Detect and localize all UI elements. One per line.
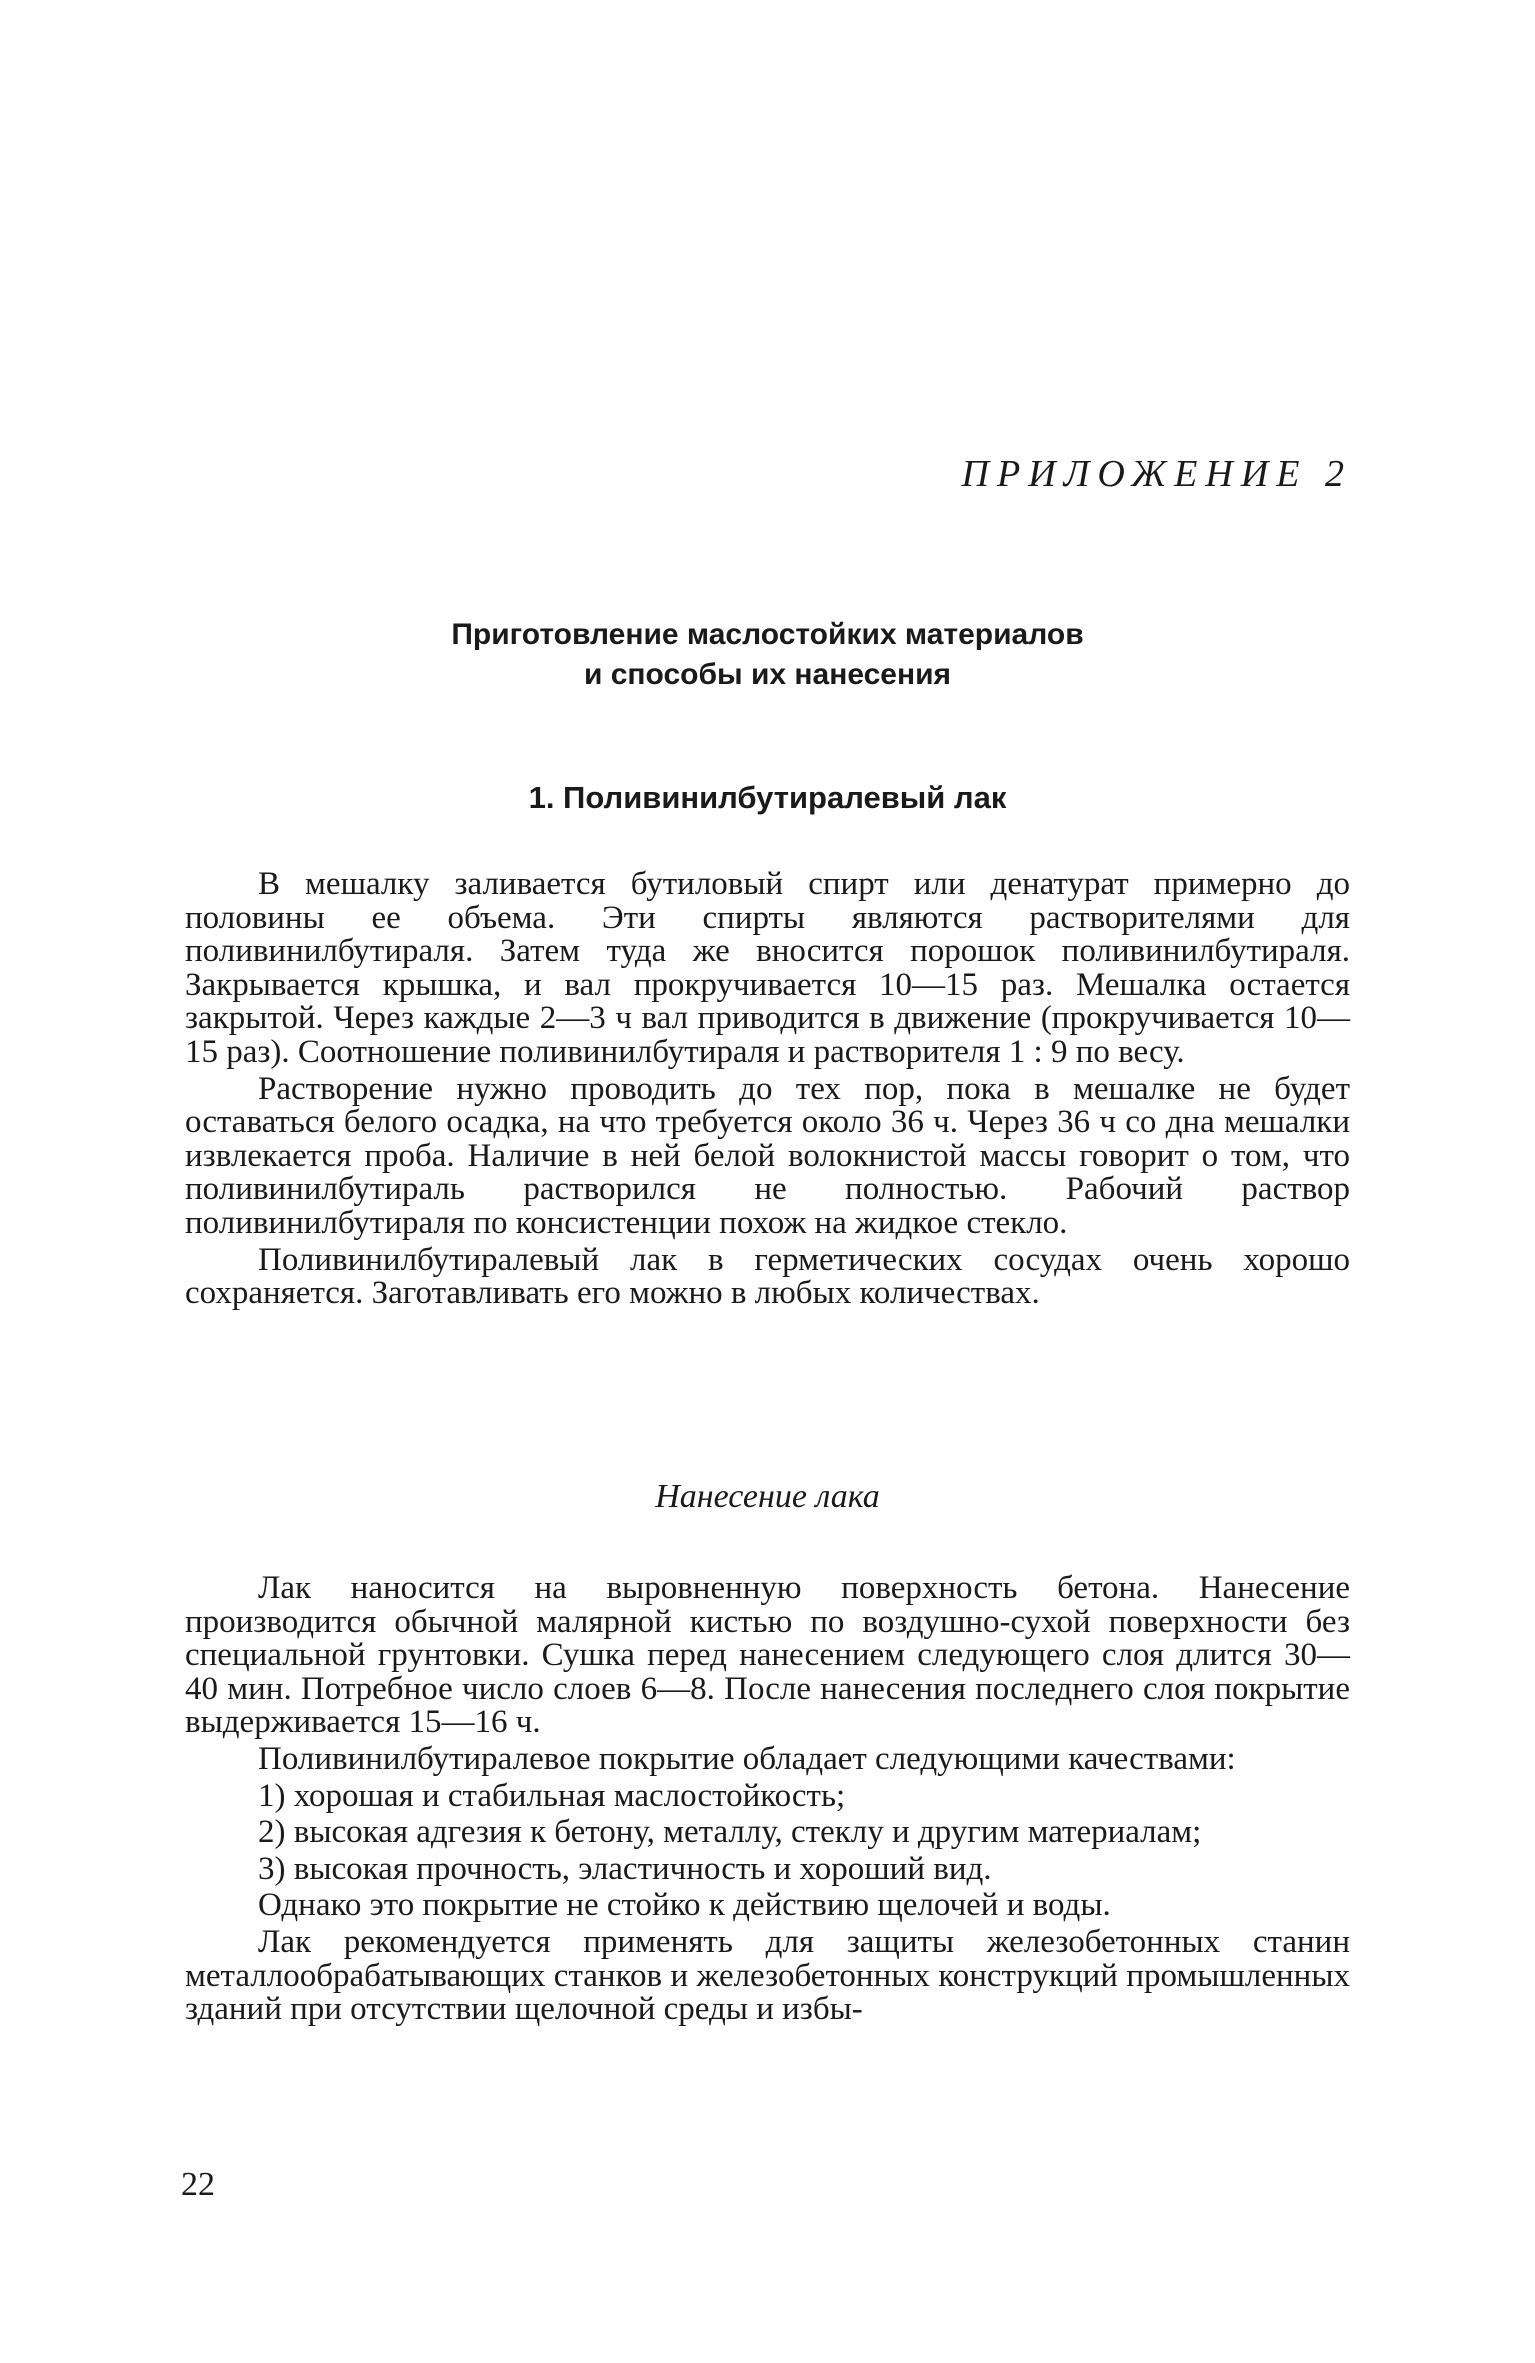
list-item: 2) высокая адгезия к бетону, металлу, стеклу и другим материалам; — [258, 1814, 1202, 1851]
paragraph: Поливинилбутиралевый лак в герметических сосудах очень хорошо сохраняется. Заготавливать его можно в любых количествах. — [185, 1241, 1350, 1312]
section-heading-2: Нанесение лака — [655, 1478, 880, 1515]
section-heading-1: 1. Поливинилбутиралевый лак — [528, 780, 1007, 815]
section-1-body — [185, 868, 1350, 1314]
paragraph: Поливинилбутиралевое покрытие обладает следующими качествами: — [258, 1740, 1236, 1777]
section-2-body — [185, 1572, 1350, 2030]
paragraph: Растворение нужно проводить до тех пор, пока в мешалке не будет оставаться белого осадка, на что требуется около 36 ч. Через 36 ч со дна мешалки извлекается проба. Наличие в ней белой волокнистой массы говорит о том, что поливинилбутираль растворился не полностью. Рабочий раствор поливинилбутираля по консистенции похож на жидкое стекло. — [185, 1070, 1350, 1241]
paragraph: Однако это покрытие не стойко к действию щелочей и воды. — [258, 1887, 1111, 1924]
list-item: 1) хорошая и стабильная маслостойкость; — [258, 1777, 846, 1814]
document-title — [0, 615, 1535, 695]
list-item: 3) высокая прочность, эластичность и хороший вид. — [258, 1850, 992, 1887]
page-number: 22 — [181, 2166, 215, 2203]
title-line-2: и способы их нанесения — [583, 658, 952, 691]
paragraph: Лак наносится на выровненную поверхность бетона. Нанесение производится обычной малярной кистью по воздушно-сухой поверхности без специальной грунтовки. Сушка перед нанесением следующего слоя длится 30—40 мин. Потребное число слоев 6—8. После нанесения последнего слоя покрытие выдерживается 15—16 ч. — [185, 1570, 1350, 1741]
paragraph: Лак рекомендуется применять для защиты железобетонных станин металлообрабатывающих станков и железобетонных конструкций промышленных зданий при отсутствии щелочной среды и избы- — [185, 1923, 1350, 2028]
paragraph: В мешалку заливается бутиловый спирт или денатурат примерно до половины ее объема. Эти спирты являются растворителями для поливинилбутираля. Затем туда же вносится порошок поливинилбутираля. Закрывается крышка, и вал прокручивается 10—15 раз. Мешалка остается закрытой. Через каждые 2—3 ч вал приводится в движение (прокручивается 10—15 раз). Соотношение поливинилбутираля и растворителя 1 : 9 по весу. — [185, 866, 1350, 1070]
appendix-label: ПРИЛОЖЕНИЕ 2 — [961, 453, 1352, 495]
title-line-1: Приготовление маслостойких материалов — [451, 618, 1084, 651]
